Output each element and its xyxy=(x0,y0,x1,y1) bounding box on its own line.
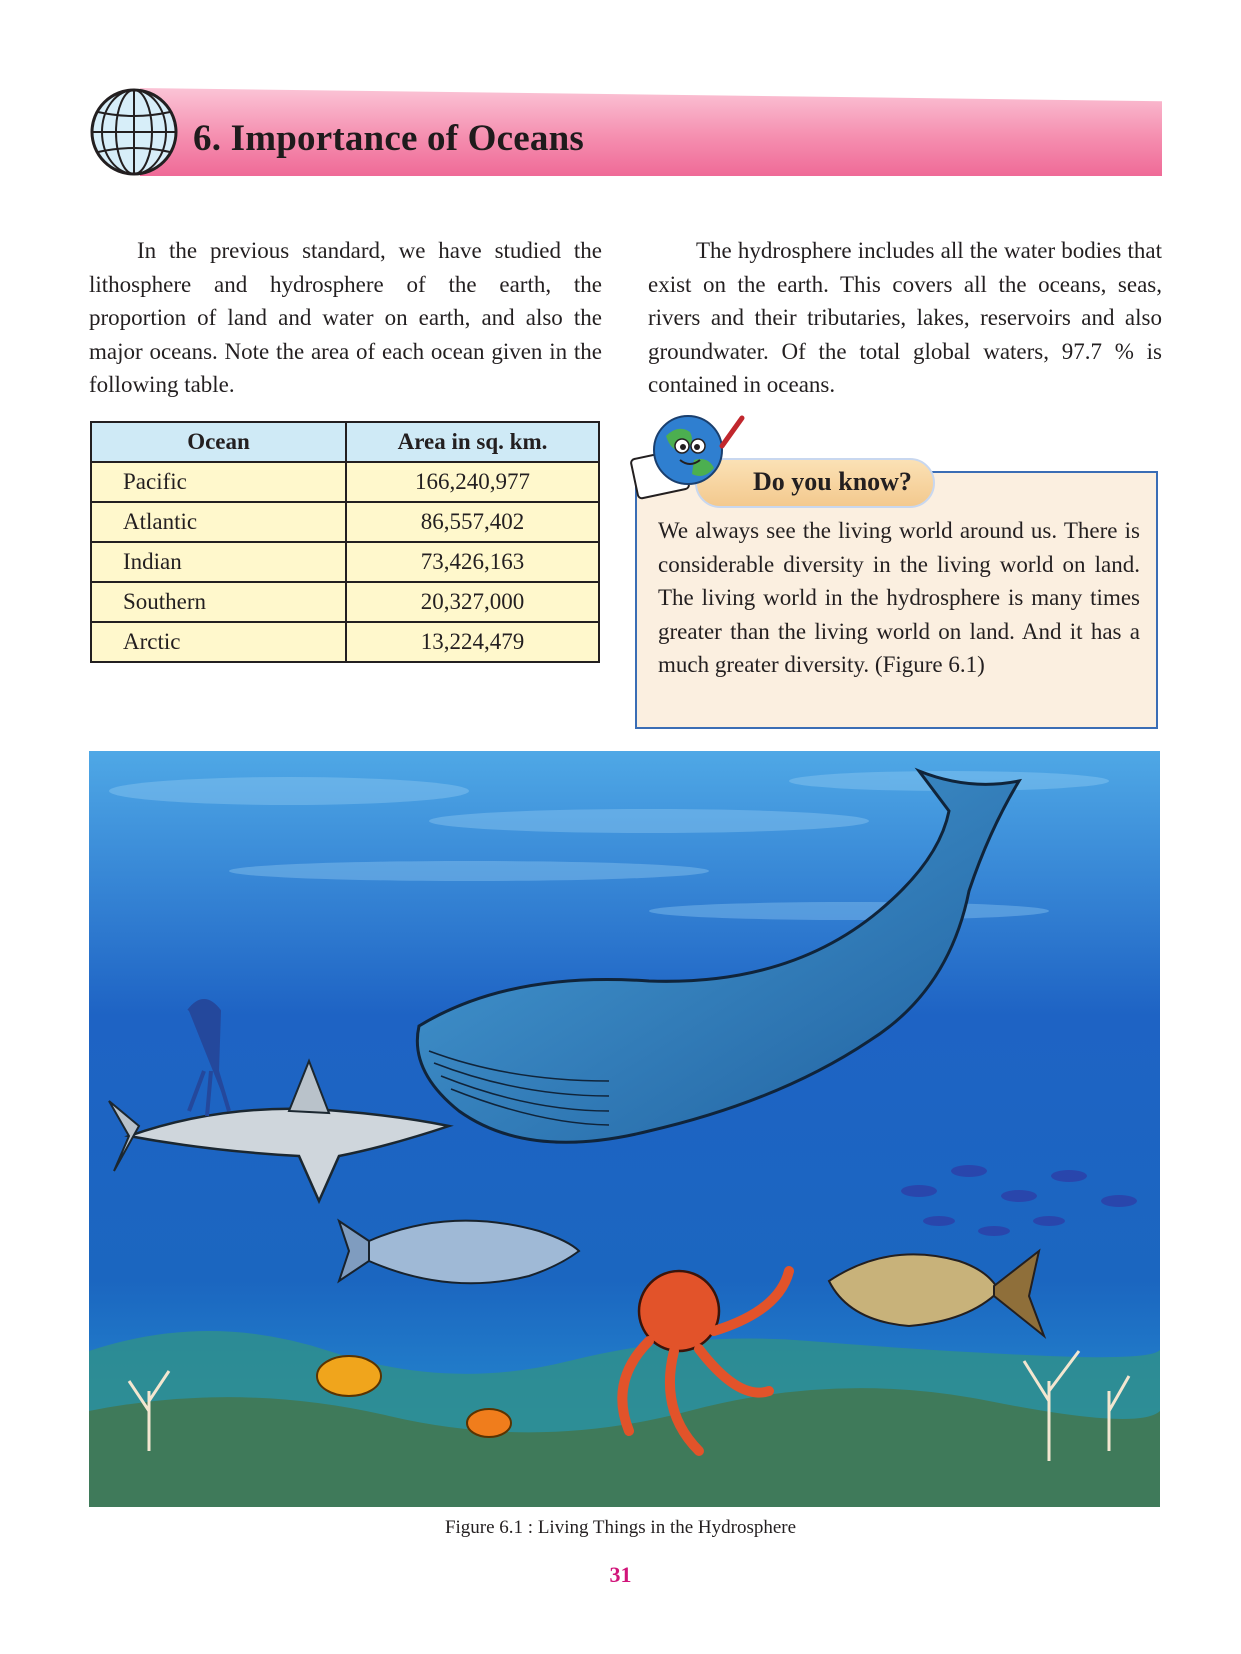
ocean-name-cell: Southern xyxy=(91,582,346,622)
hydrosphere-illustration xyxy=(89,751,1160,1507)
intro-paragraph-right: The hydrosphere includes all the water bodies that exist on the earth. This covers all the oceans, seas, rivers and their tributaries, lakes, reservoirs and also groundwater. Of the total global waters, 97.7 % is contained in oceans. xyxy=(648,238,1162,397)
ocean-name-cell: Atlantic xyxy=(91,502,346,542)
ocean-area-table xyxy=(90,421,600,663)
chapter-title: 6. Importance of Oceans xyxy=(193,118,584,159)
ocean-name-cell: Pacific xyxy=(91,462,346,502)
column-header-ocean: Ocean xyxy=(91,422,346,462)
ocean-name-cell: Arctic xyxy=(91,622,346,662)
living-things-figure xyxy=(89,751,1160,1507)
ocean-name-cell: Indian xyxy=(91,542,346,582)
table-row xyxy=(91,582,599,622)
intro-paragraph-left: In the previous standard, we have studied the lithosphere and hydrosphere of the earth, the proportion of land and water on earth, and also the major oceans. Note the area of each ocean given in the following table. xyxy=(89,238,602,397)
earth-mascot-icon xyxy=(630,410,760,508)
ocean-area-cell: 86,557,402 xyxy=(346,502,599,542)
do-you-know-text: We always see the living world around us. There is considerable diversity in the living world on land. The living world in the hydrosphere is many times greater than the living world on land. And it has a much greater diversity. (Figure 6.1) xyxy=(658,518,1140,677)
ocean-area-cell: 73,426,163 xyxy=(346,542,599,582)
table-row xyxy=(91,542,599,582)
do-you-know-title: Do you know? xyxy=(753,467,912,496)
column-header-area: Area in sq. km. xyxy=(346,422,599,462)
table-header-row xyxy=(91,422,599,462)
ocean-area-cell: 20,327,000 xyxy=(346,582,599,622)
globe-icon xyxy=(88,86,180,178)
ocean-area-cell: 166,240,977 xyxy=(346,462,599,502)
figure-caption: Figure 6.1 : Living Things in the Hydrosphere xyxy=(444,1517,797,1538)
ocean-area-cell: 13,224,479 xyxy=(346,622,599,662)
table-row xyxy=(91,502,599,542)
table-row xyxy=(91,622,599,662)
page-number: 31 xyxy=(609,1562,632,1587)
table-row xyxy=(91,462,599,502)
